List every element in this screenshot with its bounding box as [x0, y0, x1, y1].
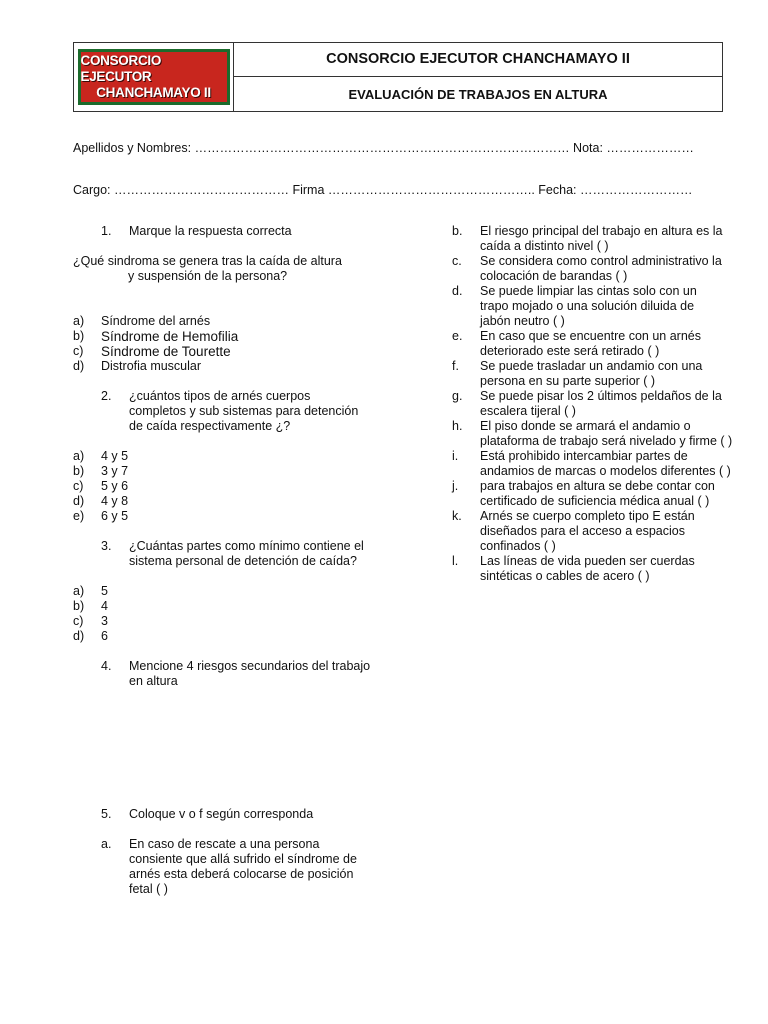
document-subtitle: EVALUACIÓN DE TRABAJOS EN ALTURA	[348, 86, 608, 102]
statement-text: Está prohibido intercambiar partes de andamios de marcas o modelos diferentes ( )	[480, 449, 731, 478]
statement-f	[452, 359, 742, 389]
question-1-prompt	[73, 254, 393, 284]
right-column	[452, 224, 742, 584]
option-letter: a)	[73, 584, 85, 598]
question-3-options	[73, 584, 393, 644]
question-number: 2.	[101, 389, 112, 403]
option-text: 4 y 8	[101, 494, 129, 508]
prompt-line-1: ¿Qué sindroma se genera tras la caída de altura	[73, 254, 342, 268]
name-grade-line: Apellidos y Nombres: ……………………………………………………………………………… Nota: …………………	[73, 141, 694, 155]
statement-text: para trabajos en altura se debe contar con certificado de suficiencia médica anual ( )	[480, 479, 715, 508]
statement-letter: l.	[452, 554, 459, 568]
question-number: 4.	[101, 659, 112, 673]
question-text: Coloque v o f según corresponda	[129, 807, 314, 821]
option-text: 6 y 5	[101, 509, 129, 523]
option-text: Síndrome de Tourette	[101, 344, 231, 359]
statement-letter: k.	[452, 509, 462, 523]
statement-text: Se puede limpiar las cintas solo con un trapo mojado o una solución diluida de jabón neutro ( )	[480, 284, 697, 328]
option-text: Distrofia muscular	[101, 359, 202, 373]
position-signature-date-line: Cargo: …………………………………… Firma ………………………………………….. Fecha: ………………………	[73, 183, 693, 197]
option-text: 6	[101, 629, 108, 643]
statement-letter: g.	[452, 389, 463, 403]
question-text: Mencione 4 riesgos secundarios del trabajo en altura	[129, 659, 371, 688]
statement-letter: a.	[101, 837, 112, 851]
statement-letter: d.	[452, 284, 463, 298]
statement-letter: j.	[452, 479, 459, 493]
option-text: 3	[101, 614, 108, 628]
statement-letter: i.	[452, 449, 459, 463]
statement-text: Se puede trasladar un andamio con una persona en su parte superior ( )	[480, 359, 703, 388]
option-letter: b)	[73, 329, 85, 343]
statement-text: Se puede pisar los 2 últimos peldaños de la escalera tijeral ( )	[480, 389, 722, 418]
statement-l	[452, 554, 742, 584]
logo-line-2: CHANCHAMAYO II	[96, 85, 211, 100]
option-letter: c)	[73, 614, 84, 628]
question-text: Marque la respuesta correcta	[129, 224, 292, 238]
option-letter: a)	[73, 449, 85, 463]
statement-text: En caso de rescate a una persona consiente que allá sufrido el síndrome de arnés esta deberá colocarse de posición fetal ( )	[129, 837, 357, 896]
statement-text: El riesgo principal del trabajo en altura es la caída a distinto nivel ( )	[480, 224, 723, 253]
option-text: Síndrome del arnés	[101, 314, 211, 328]
statement-letter: h.	[452, 419, 463, 433]
statement-text: Arnés se cuerpo completo tipo E están diseñados para el acceso a espacios confinados ( )	[480, 509, 695, 553]
question-4	[73, 659, 393, 689]
statement-b	[452, 224, 742, 254]
statement-i	[452, 449, 742, 479]
question-1	[73, 224, 393, 239]
statement-letter: f.	[452, 359, 459, 373]
header-table	[73, 42, 723, 112]
question-number: 5.	[101, 807, 112, 821]
statement-letter: c.	[452, 254, 462, 268]
statement-c	[452, 254, 742, 284]
option-letter: c)	[73, 479, 84, 493]
statement-text: Se considera como control administrativo la colocación de barandas ( )	[480, 254, 722, 283]
option-letter: e)	[73, 509, 85, 523]
prompt-line-2: y suspensión de la persona?	[128, 269, 288, 283]
left-column	[73, 224, 393, 897]
statement-k	[452, 509, 742, 554]
question-number: 3.	[101, 539, 112, 553]
statement-letter: b.	[452, 224, 463, 238]
option-letter: d)	[73, 629, 85, 643]
question-2	[73, 389, 393, 434]
answer-space	[73, 689, 393, 807]
question-text: ¿cuántos tipos de arnés cuerpos completos y sub sistemas para detención de caída respectivamente ¿?	[129, 389, 359, 433]
statement-letter: e.	[452, 329, 463, 343]
company-logo	[78, 49, 230, 105]
question-3	[73, 539, 393, 569]
question-5	[73, 807, 393, 822]
statement-h	[452, 419, 742, 449]
option-text: Síndrome de Hemofilia	[101, 329, 239, 344]
option-letter: c)	[73, 344, 84, 358]
option-text: 4	[101, 599, 108, 613]
option-text: 3 y 7	[101, 464, 129, 478]
statement-text: Las líneas de vida pueden ser cuerdas sintéticas o cables de acero ( )	[480, 554, 695, 583]
title-cell	[234, 43, 722, 111]
question-number: 1.	[101, 224, 112, 238]
option-letter: d)	[73, 494, 85, 508]
logo-cell	[74, 43, 234, 111]
statement-text: El piso donde se armará el andamio o plataforma de trabajo será nivelado y firme ( )	[480, 419, 733, 448]
option-letter: d)	[73, 359, 85, 373]
option-text: 5 y 6	[101, 479, 129, 493]
option-text: 4 y 5	[101, 449, 129, 463]
logo-line-1: CONSORCIO EJECUTOR	[80, 53, 162, 84]
statement-j	[452, 479, 742, 509]
document-title: CONSORCIO EJECUTOR CHANCHAMAYO II	[234, 43, 722, 77]
statement-g	[452, 389, 742, 419]
option-letter: a)	[73, 314, 85, 328]
option-text: 5	[101, 584, 108, 598]
statement-e	[452, 329, 742, 359]
statement-d	[452, 284, 742, 329]
statement-text: En caso que se encuentre con un arnés deteriorado este será retirado ( )	[480, 329, 701, 358]
question-2-options	[73, 449, 393, 524]
statement-a	[73, 837, 393, 897]
question-text: ¿Cuántas partes como mínimo contiene el sistema personal de detención de caída?	[129, 539, 364, 568]
question-1-options	[73, 314, 393, 374]
option-letter: b)	[73, 599, 85, 613]
option-letter: b)	[73, 464, 85, 478]
